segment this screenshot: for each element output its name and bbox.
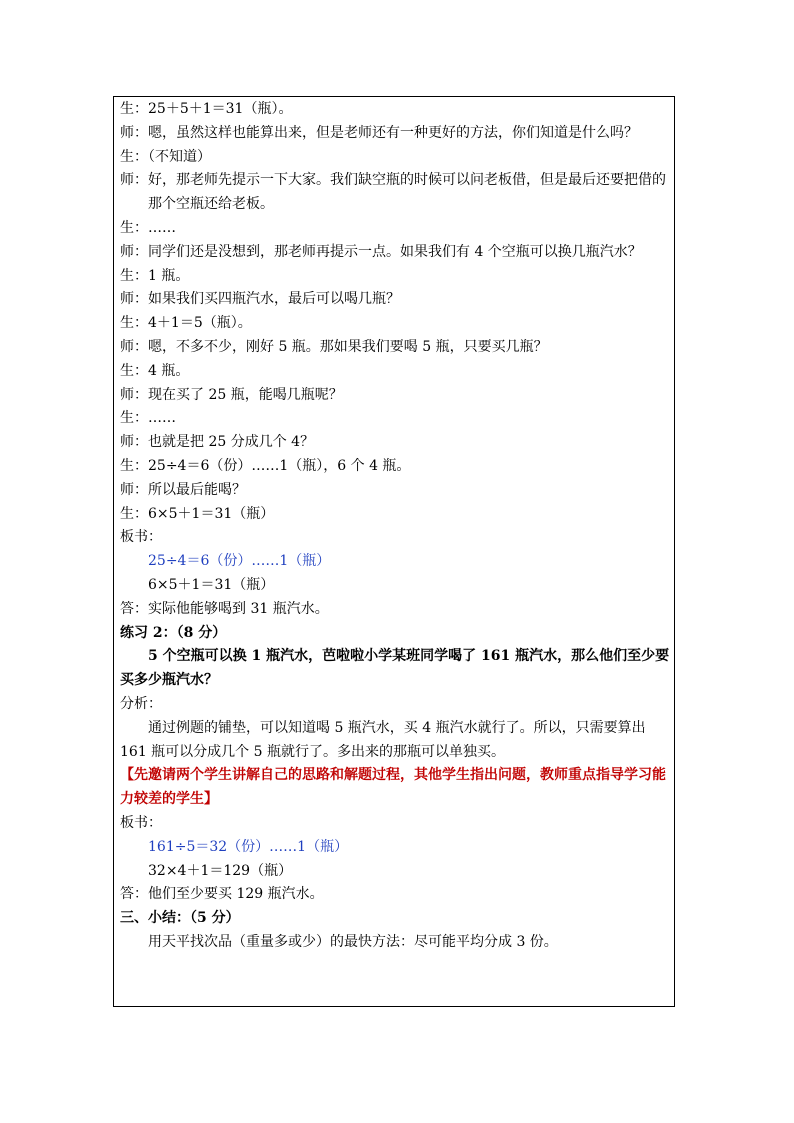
- dialogue-line: 师：也就是把 25 分成几个 4？: [120, 434, 315, 451]
- dialogue-line: 生：1 瓶。: [120, 267, 190, 284]
- dialogue-line: 生：6×5＋1＝31（瓶）: [120, 505, 275, 522]
- exercise-question: 5 个空瓶可以换 1 瓶汽水，芭啦啦小学某班同学喝了 161 瓶汽水，那么他们至少要买多少瓶汽水？: [120, 648, 670, 689]
- dialogue-line: 师：所以最后能喝？: [120, 481, 246, 498]
- answer-line: 答：他们至少要买 129 瓶汽水。: [120, 886, 324, 903]
- dialogue-line: 生：25＋5＋1＝31（瓶）。: [120, 101, 293, 117]
- dialogue-line: 生：……: [120, 219, 176, 236]
- summary-heading: 三、小结：（5 分）: [120, 910, 240, 927]
- answer-line: 答：实际他能够喝到 31 瓶汽水。: [120, 600, 329, 617]
- lesson-content: [120, 98, 672, 955]
- dialogue-line: 生：4＋1＝5（瓶）。: [120, 315, 252, 332]
- board-label: 板书：: [120, 814, 162, 831]
- exercise-heading: 练习 2：（8 分）: [120, 624, 227, 641]
- dialogue-line: 师：好，那老师先提示一下大家。我们缺空瓶的时候可以问老板借，但是最后还要把借的那个空瓶还给老板。: [120, 172, 666, 213]
- dialogue-line: 生：25÷4＝6（份）……1（瓶），6 个 4 瓶。: [120, 457, 411, 474]
- analysis-text: 通过例题的铺垫，可以知道喝 5 瓶汽水，买 4 瓶汽水就行了。所以，只需要算出 161 瓶可以分成几个 5 瓶就行了。多出来的那瓶可以单独买。: [120, 719, 646, 760]
- analysis-label: 分析：: [120, 695, 162, 712]
- board-label: 板书：: [120, 529, 162, 546]
- dialogue-line: 师：如果我们买四瓶汽水，最后可以喝几瓶？: [120, 291, 400, 308]
- dialogue-line: 生：4 瓶。: [120, 362, 190, 379]
- board-equation: 25÷4＝6（份）……1（瓶）: [148, 553, 331, 570]
- summary-text: 用天平找次品（重量多或少）的最快方法：尽可能平均分成 3 份。: [148, 933, 558, 950]
- dialogue-line: 生：（不知道）: [120, 148, 211, 165]
- teacher-note: 【先邀请两个学生讲解自己的思路和解题过程，其他学生指出问题，教师重点指导学习能力较差的学生】: [120, 767, 666, 808]
- dialogue-line: 师：同学们还是没想到，那老师再提示一点。如果我们有 4 个空瓶可以换几瓶汽水？: [120, 243, 642, 260]
- dialogue-line: 生：……: [120, 410, 176, 427]
- dialogue-line: 师：嗯，不多不少，刚好 5 瓶。那如果我们要喝 5 瓶，只要买几瓶？: [120, 338, 548, 355]
- board-equation: 161÷5＝32（份）……1（瓶）: [148, 838, 349, 855]
- board-equation: 6×5＋1＝31（瓶）: [148, 576, 275, 593]
- board-equation: 32×4＋1＝129（瓶）: [148, 862, 293, 879]
- dialogue-line: 师：现在买了 25 瓶，能喝几瓶呢？: [120, 386, 343, 403]
- dialogue-line: 师：嗯，虽然这样也能算出来，但是老师还有一种更好的方法，你们知道是什么吗？: [120, 124, 638, 141]
